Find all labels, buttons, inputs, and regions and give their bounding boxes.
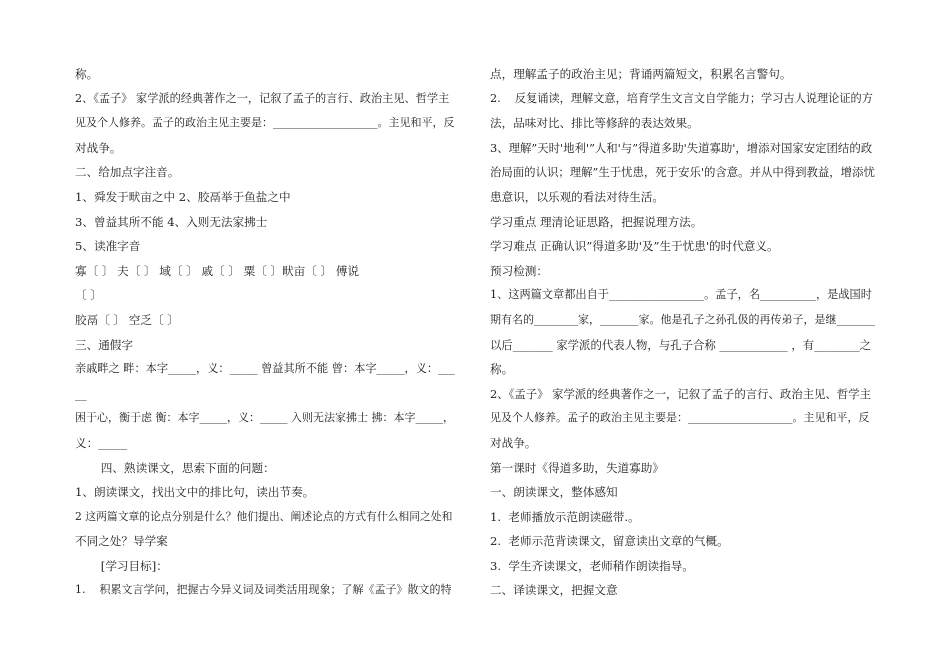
section-heading: 二、译读课文，把握文意 <box>490 583 618 598</box>
text-line: 1. 积累文言学问，把握古今异义词及词类活用现象；了解《孟子》散文的特 <box>75 583 452 597</box>
text-line: 寡〔 〕 夫〔 〕 域〔 〕 戚〔 〕 粟〔 〕畎亩〔 〕 傅说 <box>75 263 360 278</box>
text-line: 学习难点 正确认识”得道多助'及”生于忧患'的时代意义。 <box>490 239 779 254</box>
section-heading: 预习检测： <box>490 263 548 278</box>
text-line: 学习重点 理清论证思路，把握说理方法。 <box>490 214 703 229</box>
text-line: __ <box>75 386 87 401</box>
text-line: 称。 <box>75 67 99 81</box>
text-line: 治局面的认识；理解”生于忧患，死于安乐'的含意。并从中得到教益，增添忧 <box>490 165 875 180</box>
text-line: 1、这两篇文章都出自于_________________。孟子，名__________，是战国时 <box>490 288 872 302</box>
text-line: 不同之处？导学案 <box>75 534 168 549</box>
text-line: 胶鬲〔 〕 空乏〔 〕 <box>75 312 179 327</box>
section-heading: 二、给加点字注音。 <box>75 165 180 180</box>
text-line: 法，品味对比、排比等修辞的表达效果。 <box>490 116 699 131</box>
text-line: 〔 〕 <box>75 288 102 303</box>
text-line: 3. 学生齐读课文，老师稍作朗读指导。 <box>490 558 694 573</box>
text-line: 2. 反复诵读，理解文意，培育学生文言文自学能力；学习古人说理论证的方 <box>490 91 873 105</box>
text-line: 1. 老师播放示范朗读磁带.。 <box>490 509 640 524</box>
text-line: 见及个人修养。孟子的政治主见主要是：___________________。主见和平，反 <box>75 116 455 130</box>
section-heading: 三、通假字 <box>75 337 133 352</box>
text-line: 期有名的________家，_______家。他是孔子之孙孔伋的再传弟子，是继_______ <box>490 312 875 326</box>
text-line: 5、读准字音 <box>75 239 141 254</box>
section-heading: 第一课时《得道多助，失道寡助》 <box>490 460 664 475</box>
text-line: 对战争。 <box>75 140 122 155</box>
text-line: 2、《孟子》 家学派的经典著作之一，记叙了孟子的言行、政治主见、哲学主 <box>490 386 872 401</box>
text-line: 见及个人修养。孟子的政治主见主要是：___________________。主见和平，反 <box>490 411 870 425</box>
section-heading: 一、朗读课文，整体感知 <box>490 485 618 500</box>
text-line: 患意识，以乐观的看法对待生活。 <box>490 189 664 204</box>
text-line: 称。 <box>490 362 514 377</box>
left-column <box>75 62 455 603</box>
text-line: 亲戚畔之 畔：本字_____，义：_____ 曾益其所不能 曾：本字_____，义：___ <box>75 362 455 376</box>
text-line: 以后_______ 家学派的代表人物，与孔子合称 ____________ ，有________之 <box>490 337 872 352</box>
right-column <box>490 62 875 603</box>
text-line: 困于心，衡于虑 衡：本字_____，义：_____ 入则无法家拂士 拂：本字_____， <box>75 411 454 425</box>
text-line: 点，理解孟子的政治主见；背诵两篇短文，积累名言警句。 <box>490 67 792 81</box>
text-line: 2 这两篇文章的论点分别是什么？他们提出、阐述论点的方式有什么相同之处和 <box>75 509 453 523</box>
text-line: 对战争。 <box>490 435 537 450</box>
text-line: 2. 老师示范背读课文，留意读出文章的气概。 <box>490 534 729 549</box>
text-line: 1、朗读课文，找出文中的排比句，读出节奏。 <box>75 485 315 500</box>
text-line: 3、曾益其所不能 4、入则无法家拂士 <box>75 214 268 229</box>
text-line: 2、《孟子》 家学派的经典著作之一，记叙了孟子的言行、政治主见、哲学主 <box>75 91 450 105</box>
section-heading: 四、熟读课文，思索下面的问题： <box>75 460 275 475</box>
text-line: 义：_____ <box>75 435 128 450</box>
text-line: 3、理解”天时'地利'”人和'与”得道多助'失道寡助'，增添对国家安定团结的政 <box>490 140 873 155</box>
section-heading: [学习目标]： <box>75 558 168 573</box>
text-line: 1、舜发于畎亩之中 2、胶鬲举于鱼盐之中 <box>75 189 291 204</box>
